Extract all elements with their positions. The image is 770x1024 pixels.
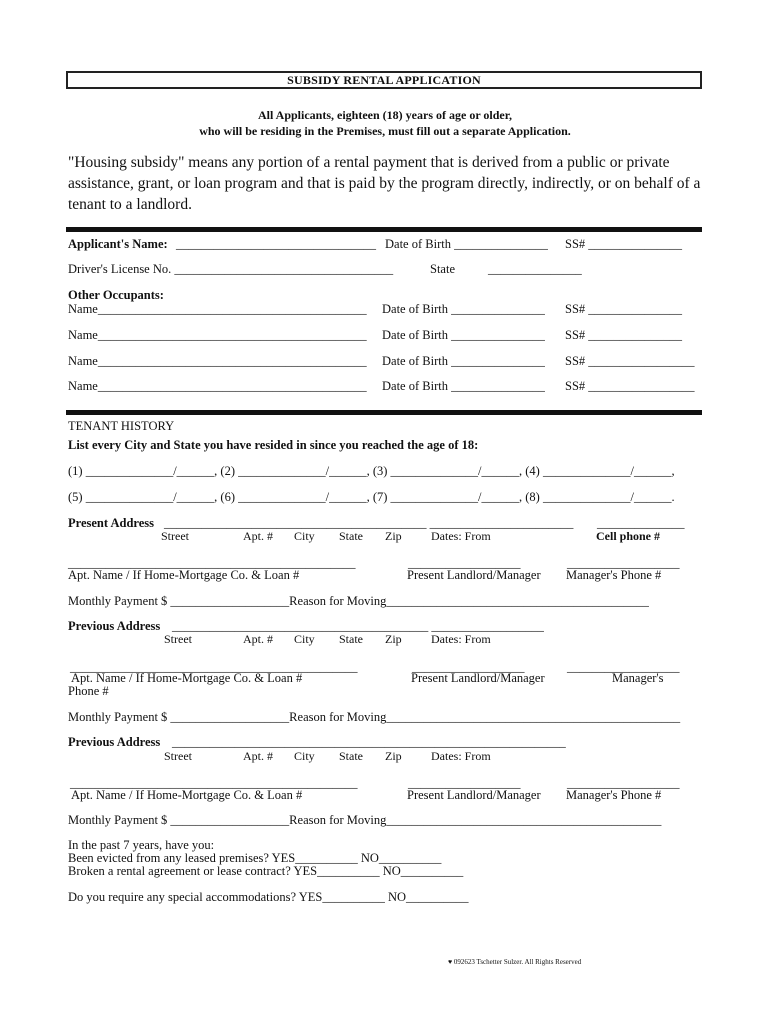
previous-address-field[interactable]: _______________________________________________________________ [172, 735, 566, 749]
past-7-years-intro: In the past 7 years, have you: [68, 838, 215, 852]
residence-instruction: List every City and State you have resided in since you reached the age of 18: [68, 438, 479, 452]
occupant-name-field[interactable]: Name___________________________________________ [68, 328, 367, 342]
license-state-field[interactable]: _______________ [488, 262, 582, 276]
previous-address-label: Previous Address [68, 619, 161, 633]
occupant-name-field[interactable]: Name___________________________________________ [68, 354, 367, 368]
previous-apt-name-field[interactable]: ______________________________________________ [70, 776, 358, 790]
occupant-dob-field[interactable]: Date of Birth _______________ [382, 379, 545, 393]
previous-monthly-payment-row[interactable]: Monthly Payment $ ___________________Reason for Moving_______________________________________________ [68, 710, 681, 724]
zip-label: Zip [385, 529, 402, 543]
previous-monthly-payment-row[interactable]: Monthly Payment $ ___________________Reason for Moving____________________________________________ [68, 813, 662, 827]
occupant-ss-field[interactable]: SS# _________________ [565, 379, 695, 393]
previous-landlord-field[interactable]: __________________ [408, 776, 521, 790]
applicant-name-label: Applicant's Name: [68, 237, 168, 251]
applicant-ss-field[interactable]: SS# _______________ [565, 237, 683, 251]
apt-label: Apt. # [243, 749, 273, 763]
special-accommodations-question[interactable]: Do you require any special accommodations? YES__________ NO__________ [68, 890, 469, 904]
city-label: City [294, 632, 315, 646]
other-occupants-heading: Other Occupants: [68, 288, 164, 302]
previous-phone-label: Phone # [68, 684, 109, 698]
previous-manager-phone-field[interactable]: __________________ [567, 660, 680, 674]
occupant-dob-field[interactable]: Date of Birth _______________ [382, 354, 545, 368]
street-label: Street [161, 529, 189, 543]
cell-phone-label: Cell phone # [596, 529, 661, 543]
broken-lease-question[interactable]: Broken a rental agreement or lease contract? YES__________ NO__________ [68, 864, 464, 878]
intro-paragraph: "Housing subsidy" means any portion of a rental payment that is derived from a public or private assistance, grant, or loan program and that is paid by the program directly, indirectly, or on behalf of a tenant to a landlord. [68, 154, 701, 213]
previous-manager-phone-field[interactable]: __________________ [567, 776, 680, 790]
form-title: SUBSIDY RENTAL APPLICATION [66, 71, 702, 89]
dates-from-label: Dates: From [431, 632, 491, 646]
occupant-dob-field[interactable]: Date of Birth _______________ [382, 302, 545, 316]
section-divider [66, 227, 702, 232]
present-landlord-field[interactable]: __________________ [408, 556, 521, 570]
previous-apt-name-label: Apt. Name / If Home-Mortgage Co. & Loan # [71, 671, 303, 685]
previous-landlord-field[interactable]: __________________ [412, 660, 525, 674]
street-label: Street [164, 632, 192, 646]
previous-manager-phone-label: Manager's Phone # [566, 788, 662, 802]
present-apt-name-label: Apt. Name / If Home-Mortgage Co. & Loan # [68, 568, 300, 582]
state-label: State [339, 632, 363, 646]
section-divider [66, 410, 702, 415]
dates-from-label: Dates: From [431, 749, 491, 763]
previous-landlord-label: Present Landlord/Manager [407, 788, 541, 802]
previous-apt-name-label: Apt. Name / If Home-Mortgage Co. & Loan # [71, 788, 303, 802]
street-label: Street [164, 749, 192, 763]
previous-address-field[interactable]: _________________________________________ __________________ [172, 619, 544, 633]
state-label: State [339, 749, 363, 763]
subtitle-line-1: All Applicants, eighteen (18) years of age or older, [258, 108, 512, 122]
present-apt-name-field[interactable]: ______________________________________________ [68, 556, 356, 570]
present-manager-phone-label: Manager's Phone # [566, 568, 662, 582]
previous-landlord-label: Present Landlord/Manager [411, 671, 545, 685]
evicted-question[interactable]: Been evicted from any leased premises? YES__________ NO__________ [68, 851, 442, 865]
state-label: State [339, 529, 363, 543]
present-monthly-payment-row[interactable]: Monthly Payment $ ___________________Reason for Moving__________________________________________ [68, 594, 649, 608]
occupant-name-field[interactable]: Name___________________________________________ [68, 379, 367, 393]
present-address-field[interactable]: __________________________________________ _______________________ [164, 516, 574, 530]
zip-label: Zip [385, 632, 402, 646]
apt-label: Apt. # [243, 529, 273, 543]
city-label: City [294, 749, 315, 763]
drivers-license-field[interactable]: Driver's License No. ___________________________________ [68, 262, 394, 276]
present-manager-phone-field[interactable]: __________________ [567, 556, 680, 570]
occupant-name-field[interactable]: Name___________________________________________ [68, 302, 367, 316]
cities-row-1[interactable]: (1) ______________/______, (2) ______________/______, (3) ______________/______, (4) ______________/______, [68, 464, 675, 478]
dates-from-label: Dates: From [431, 529, 491, 543]
license-state-label: State [430, 262, 455, 276]
previous-manager-label: Manager's [612, 671, 664, 685]
apt-label: Apt. # [243, 632, 273, 646]
occupant-ss-field[interactable]: SS# _________________ [565, 354, 695, 368]
occupant-ss-field[interactable]: SS# _______________ [565, 328, 683, 342]
subtitle-line-2: who will be residing in the Premises, must fill out a separate Application. [199, 124, 571, 138]
present-address-label: Present Address [68, 516, 154, 530]
previous-address-label: Previous Address [68, 735, 161, 749]
zip-label: Zip [385, 749, 402, 763]
tenant-history-heading: TENANT HISTORY [68, 419, 175, 433]
city-label: City [294, 529, 315, 543]
occupant-ss-field[interactable]: SS# _______________ [565, 302, 683, 316]
applicant-name-field[interactable]: ________________________________ [176, 237, 376, 251]
previous-apt-name-field[interactable]: ______________________________________________ [70, 660, 358, 674]
copyright-footer: ♥ 092623 Tschetter Sulzer. All Rights Reserved [448, 958, 582, 966]
present-cell-phone-field[interactable]: ______________ [597, 516, 685, 530]
occupant-dob-field[interactable]: Date of Birth _______________ [382, 328, 545, 342]
present-landlord-label: Present Landlord/Manager [407, 568, 541, 582]
applicant-dob-field[interactable]: Date of Birth _______________ [385, 237, 548, 251]
cities-row-2[interactable]: (5) ______________/______, (6) ______________/______, (7) ______________/______, (8) ______________/______. [68, 490, 675, 504]
